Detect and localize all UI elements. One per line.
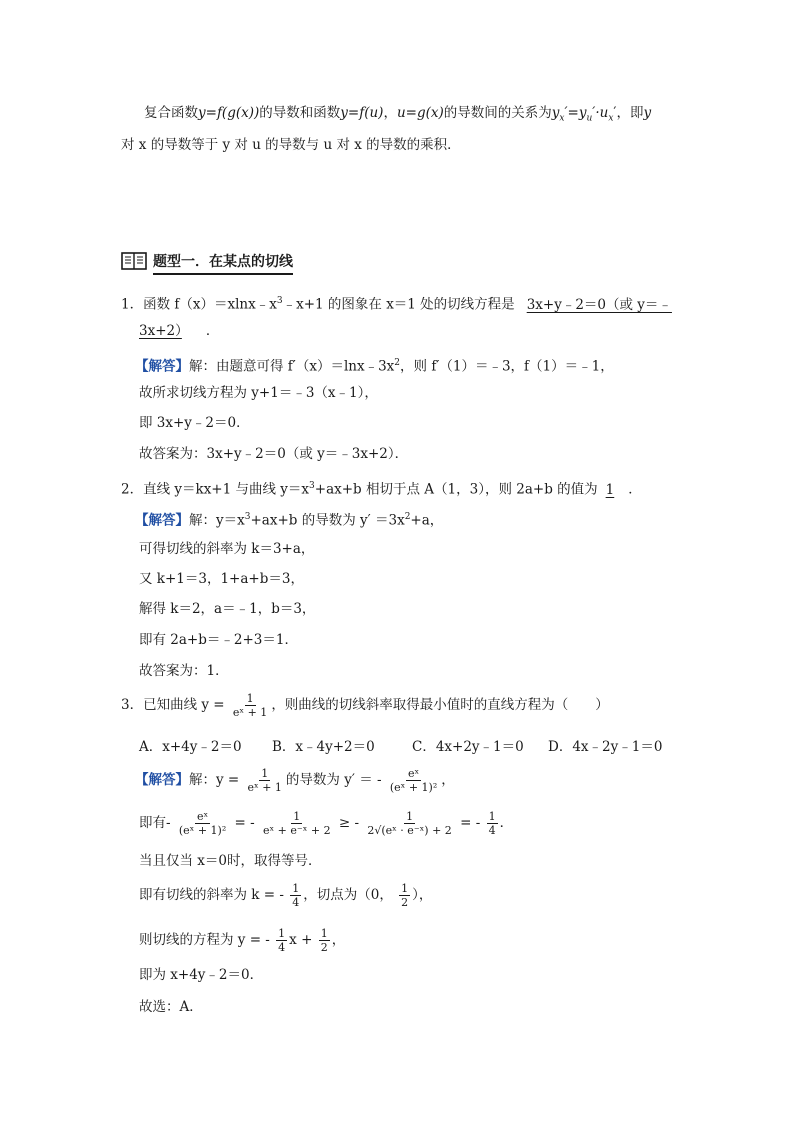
q3-solution-2: 即有- $\frac{\text{eˣ}}{\text{(eˣ + 1)²}}$ = - $\frac{1}{\text{eˣ + e⁻ˣ + 2}}$ ≥ - $\frac{1}{\text{2√(eˣ · e⁻ˣ) + 2}}$ = - $\frac{1}{4}$ ． xyxy=(139,810,514,837)
q2-solution-5: 即有 2a+b＝﹣2+3＝1． xyxy=(139,632,298,648)
q3-solution-1: 【解答】解：y = $\frac{1}{\text{eˣ + 1}}$ 的导数为 y′ ＝ - $\frac{\text{eˣ}}{\text{(eˣ + 1)²}}$ ， xyxy=(135,767,455,794)
q3-solution-4: 即有切线的斜率为 k = - $\frac{1}{4}$ ，切点为（0， $\frac{1}{2}$ ）， xyxy=(139,882,433,909)
q1-solution-1: 【解答】解：由题意可得 $f'(x)=\ln x﹣3x^2$，则 f′（1）＝﹣3，f（1）＝﹣1， xyxy=(135,358,614,375)
q1-solution-4: 故答案为：3x+y﹣2＝0（或 y＝﹣3x+2）． xyxy=(139,446,409,462)
q3-option-b: B．x﹣4y+2＝0 xyxy=(272,739,375,755)
q3-stem: 3．已知曲线 y = $\frac{1}{\text{eˣ + 1}}$ ，则曲线的切线斜率取得最小值时的直线方程为（ ） xyxy=(121,692,609,719)
q3-option-a: A．x+4y﹣2＝0 xyxy=(139,739,242,755)
q3-option-d: D．4x﹣2y﹣1＝0 xyxy=(548,739,663,755)
q2-answer: 1 xyxy=(605,481,615,498)
intro-line-1: 复合函数y=f(g(x))的导数和函数y=f(u)，u=g(x)的导数间的关系为$y_x'=y_u'\cdot u_x'$，即y xyxy=(144,105,652,124)
q3-solution-3: 当且仅当 x＝0时，取得等号． xyxy=(139,853,322,869)
q2-solution-2: 可得切线的斜率为 k＝3+a， xyxy=(139,541,315,557)
q2-stem: 2．直线 y＝kx+1 与曲线 $y=x^3+ax+b$ 相切于点 A（1，3），则 2a+b 的值为 1 ． xyxy=(121,481,642,498)
q2-solution-3: 又 k+1＝3，1+a+b＝3， xyxy=(139,571,304,587)
q1-solution-2: 故所求切线方程为 y+1＝﹣3（x﹣1）， xyxy=(139,385,378,401)
q2-solution-1: 【解答】解：$y=x^3+ax+b$ 的导数为 $y' =3x^2+a$， xyxy=(135,512,444,529)
q3-solution-7: 故选：A． xyxy=(139,999,203,1015)
section-title: 题型一．在某点的切线 xyxy=(153,253,293,275)
q1-solution-3: 即 3x+y﹣2＝0． xyxy=(139,415,250,431)
q1-stem-cont: 3x+2） ． xyxy=(139,323,220,339)
q1-stem: 1．函数 $f(x)=xlnx﹣x^3﹣x+1$ 的图象在 x＝1 处的切线方程是 3x+y﹣2＝0（或 y＝﹣ xyxy=(121,292,676,314)
intro-line-2: 对 x 的导数等于 y 对 u 的导数与 u 对 x 的导数的乘积． xyxy=(121,137,461,153)
book-icon xyxy=(121,251,147,276)
q3-solution-5: 则切线的方程为 y = - $\frac{1}{4}$ x + $\frac{1}{2}$ ， xyxy=(139,927,346,954)
section-heading xyxy=(121,251,293,276)
q1-answer: 3x+y﹣2＝0（或 y＝﹣ xyxy=(526,296,672,313)
q3-solution-6: 即为 x+4y﹣2＝0． xyxy=(139,967,264,983)
q3-stem-fraction: $\frac{1}{\text{eˣ + 1}}$ xyxy=(232,692,268,719)
q2-solution-4: 解得 k＝2，a＝﹣1，b＝3， xyxy=(139,601,316,617)
q3-option-c: C．4x+2y﹣1＝0 xyxy=(412,739,524,755)
q2-solution-6: 故答案为：1． xyxy=(139,663,229,679)
